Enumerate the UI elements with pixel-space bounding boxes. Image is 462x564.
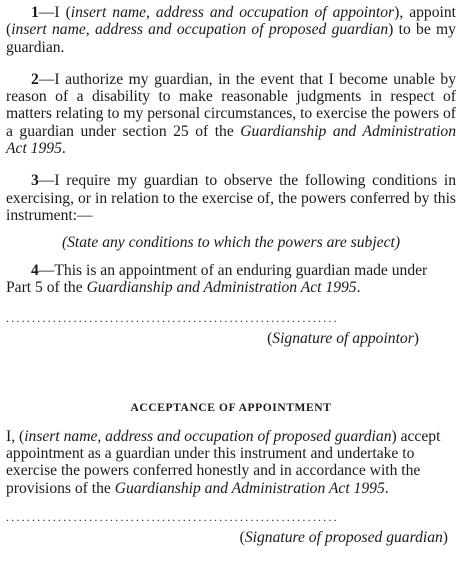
paragraph-4-dash: — [38, 261, 55, 279]
acceptance-heading: ACCEPTANCE OF APPOINTMENT [130, 402, 332, 415]
paragraph-3 [6, 172, 456, 224]
paragraph-1-number: 1 [31, 4, 39, 21]
appointor-signature-caption [6, 330, 456, 347]
paragraph-1-dash: — [38, 4, 55, 21]
paragraph-2-text-a: I authorize my guardian, in the event that I become unable by reason of a disability to make reasonable judgments in respect of matters relating to my personal circumstances, to exercise the powers of a guardian under section 25 of the [6, 70, 456, 140]
acceptance-text-c: . [384, 479, 389, 497]
appointor-signature-close: ) [413, 330, 419, 348]
paragraph-4-text-a: This is an appointment of an enduring guardian made under Part 5 of the [6, 261, 428, 296]
paragraph-2-italic-a: Guardianship and Administration Act 1995 [6, 122, 456, 158]
acceptance-text-a: I, ( [6, 427, 25, 445]
conditions-note-text: (State any conditions to which the powers are subject) [61, 234, 401, 252]
paragraph-1-italic-b: insert name, address and occupation of proposed guardian [11, 21, 389, 39]
paragraph-4 [6, 262, 456, 297]
guardian-signature-line: ................................................................ [6, 510, 339, 523]
appointor-signature-label: Signature of appointor [272, 330, 414, 348]
acceptance-italic-a: insert name, address and occupation of proposed guardian [24, 427, 392, 445]
acceptance-paragraph [6, 428, 456, 497]
paragraph-1-text-a: I ( [54, 4, 71, 21]
conditions-note [6, 234, 456, 251]
acceptance-italic-b: Guardianship and Administration Act 1995 [114, 479, 385, 497]
appointor-signature-open: ( [267, 330, 273, 348]
paragraph-3-text-a: I require my guardian to observe the following conditions in exercising, or in relation to the exercise of, the powers conferred by this instrument:— [6, 172, 456, 224]
document-page [6, 4, 456, 546]
paragraph-2-number: 2 [31, 70, 39, 88]
paragraph-4-italic-a: Guardianship and Administration Act 1995 [86, 278, 357, 296]
paragraph-1-text-b: ), appoint ( [6, 4, 456, 39]
paragraph-1 [6, 4, 456, 56]
paragraph-4-number: 4 [31, 261, 39, 279]
paragraph-1-italic-a: insert name, address and occupation of appointor [70, 4, 395, 21]
guardian-signature-label: Signature of proposed guardian [244, 528, 443, 546]
paragraph-2-dash: — [38, 70, 55, 88]
paragraph-2-text-b: . [61, 140, 66, 158]
guardian-signature-close: ) [442, 528, 448, 546]
paragraph-3-dash: — [38, 172, 55, 190]
acceptance-text-b: ) accept appointment as a guardian under this instrument and undertake to exercise the powers conferred honestly and in accordance with the provisions of the [6, 427, 441, 497]
appointor-signature-line: ................................................................ [6, 312, 339, 325]
paragraph-3-number: 3 [31, 172, 39, 190]
paragraph-1-text-c: ) to be my guardian. [6, 21, 456, 56]
guardian-signature-open: ( [239, 528, 245, 546]
paragraph-4-text-b: . [356, 278, 361, 296]
guardian-signature-caption [6, 529, 456, 546]
paragraph-2 [6, 71, 456, 157]
